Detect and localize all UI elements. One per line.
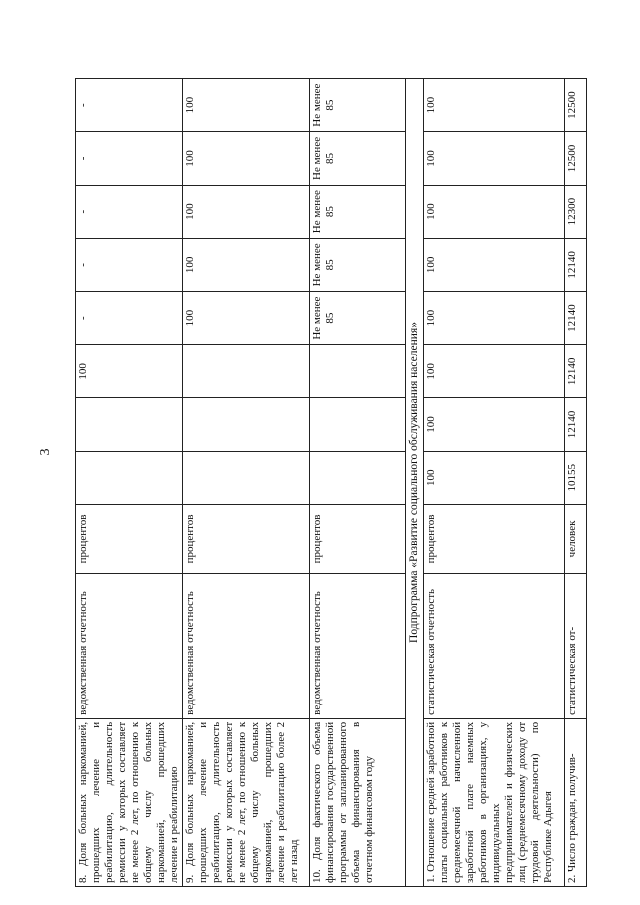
value-cell [76, 451, 183, 504]
table-row [76, 79, 183, 887]
value-cell: 12500 [565, 79, 587, 132]
value-cell [76, 398, 183, 451]
data-source: ведомственная отчетность [309, 574, 405, 719]
page-number: 3 [38, 448, 53, 456]
value-cell: 100 [182, 291, 309, 344]
value-cell: 12140 [565, 398, 587, 451]
value-cell: 100 [424, 79, 565, 132]
table-row [182, 79, 309, 887]
value-cell: 100 [424, 238, 565, 291]
value-cell: Не менее 85 [309, 291, 405, 344]
value-cell: 100 [182, 132, 309, 185]
data-source: статистическая от- [565, 574, 587, 719]
subprogram-header-row [405, 79, 424, 887]
data-source: ведомственная отчетность [182, 574, 309, 719]
unit-cell: процентов [309, 504, 405, 573]
value-cell: 12140 [565, 345, 587, 398]
indicator-name: 9. Доля больных наркоманией, прошедших лечение и реабилитацию, длительность ремиссии у которых составляет не менее 2 лет, по отношению к общему числу больных наркоманией, прошедших лечение и реабилитацию более 2 лет назад [182, 718, 309, 886]
unit-cell: процентов [76, 504, 183, 573]
value-cell: 100 [182, 238, 309, 291]
value-cell [309, 345, 405, 398]
rotated-table-container [75, 78, 585, 887]
value-cell: Не менее 85 [309, 79, 405, 132]
indicator-name: 10. Доля фактического объема финансирования государственной программы от запланированного объема финансирования в отчетном финансовом году [309, 718, 405, 886]
indicator-name: 2. Число граждан, получив- [565, 718, 587, 886]
value-cell [309, 398, 405, 451]
unit-cell: процентов [424, 504, 565, 573]
value-cell: 100 [424, 185, 565, 238]
value-cell: 100 [182, 185, 309, 238]
unit-cell: человек [565, 504, 587, 573]
value-cell: 100 [424, 398, 565, 451]
indicators-table [75, 78, 587, 887]
value-cell: Не менее 85 [309, 238, 405, 291]
value-cell: 100 [76, 345, 183, 398]
data-source: ведомственная отчетность [76, 574, 183, 719]
table-row [565, 79, 587, 887]
value-cell: Не менее 85 [309, 132, 405, 185]
value-cell: 10155 [565, 451, 587, 504]
value-cell: Не менее 85 [309, 185, 405, 238]
value-cell: 100 [424, 451, 565, 504]
value-cell: 12140 [565, 291, 587, 344]
value-cell: 100 [424, 132, 565, 185]
indicator-name: 8. Доля больных наркоманией, прошедших лечение и реабилитацию, длительность ремиссии у которых составляет не менее 2 лет, по отношению к общему числу больных наркоманией, прошедших лечение и реабилитацию [76, 718, 183, 886]
value-cell: 12300 [565, 185, 587, 238]
value-cell [182, 398, 309, 451]
value-cell [182, 451, 309, 504]
table-row [309, 79, 405, 887]
value-cell: - [76, 132, 183, 185]
value-cell: - [76, 291, 183, 344]
value-cell: 100 [424, 345, 565, 398]
indicator-name: 1. Отношение средней заработной платы социальных работников к среднемесячной начисленной заработной плате наемных работников в организациях, у индивидуальных предпринимателей и физических лиц (среднемесячному доходу от трудовой деятельности) по Республике Адыгея [424, 718, 565, 886]
value-cell: 12500 [565, 132, 587, 185]
value-cell: - [76, 238, 183, 291]
value-cell: 100 [182, 79, 309, 132]
table-row [424, 79, 565, 887]
value-cell: 100 [424, 291, 565, 344]
unit-cell: процентов [182, 504, 309, 573]
data-source: статистическая отчетность [424, 574, 565, 719]
value-cell: 12140 [565, 238, 587, 291]
value-cell [182, 345, 309, 398]
value-cell [309, 451, 405, 504]
subprogram-title: Подпрограмма «Развитие социального обслуживания населения» [405, 79, 424, 887]
value-cell: - [76, 79, 183, 132]
value-cell: - [76, 185, 183, 238]
rotated-table-frame [75, 78, 585, 887]
